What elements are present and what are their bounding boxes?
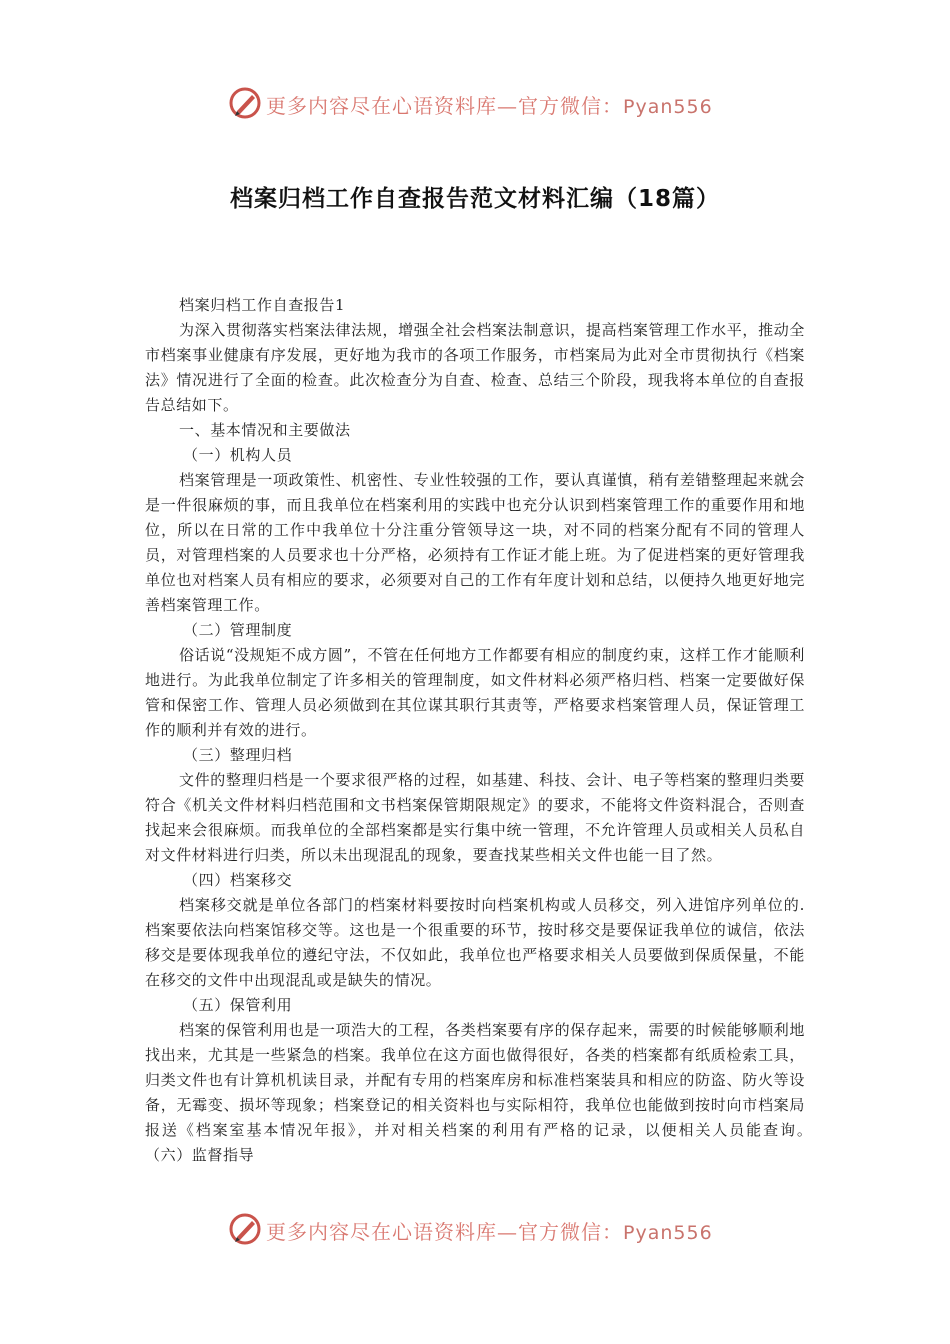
body-paragraph: 档案移交就是单位各部门的档案材料要按时向档案机构或人员移交，列入进馆序列单位的.档案要依法向档案馆移交等。这也是一个很重要的环节，按时移交是要保证我单位的诚信，依法移交是要体现我单位的遵纪守法，不仅如此，我单位也严格要求相关人员要做到保质保量，不能在移交的文件中出现混乱或是缺失的情况。 [145, 896, 805, 989]
body-paragraph: 档案的保管利用也是一项浩大的工程，各类档案要有序的保存起来，需要的时候能够顺利地找出来，尤其是一些紧急的档案。我单位在这方面也做得很好，各类的档案都有纸质检索工具，归类文件也有计算机机读目录，并配有专用的档案库房和标准档案装具和相应的防盗、防火等设备，无霉变、损坏等现象；档案登记的相关资料也与实际相符，我单位也能做到按时向市档案局报送《档案室基本情况年报》，并对相关档案的利用有严格的记录，以便相关人员能查询。 （六）监督指导 [145, 1021, 837, 1164]
section-heading: （一）机构人员 [183, 446, 293, 464]
pen-logo-icon [228, 1212, 262, 1246]
section-heading: （三）整理归档 [183, 746, 293, 764]
body-paragraph: 档案管理是一项政策性、机密性、专业性较强的工作，要认真谨慎，稍有差错整理起来就会是一件很麻烦的事，而且我单位在档案利用的实践中也充分认识到档案管理工作的重要作用和地位，所以在日常的工作中我单位十分注重分管领导这一块，对不同的档案分配有不同的管理人员，对管理档案的人员要求也十分严格，必须持有工作证才能上班。为了促进档案的更好管理我单位也对档案人员有相应的要求，必须要对自己的工作有年度计划和总结，以便持久地更好地完善档案管理工作。 [145, 471, 805, 614]
body-paragraph: 俗话说“没规矩不成方圆”，不管在任何地方工作都要有相应的制度约束，这样工作才能顺利地进行。为此我单位制定了许多相关的管理制度，如文件材料必须严格归档、档案一定要做好保管和保密工作、管理人员必须做到在其位谋其职行其责等，严格要求档案管理人员，保证管理工作的顺利并有效的进行。 [145, 646, 805, 739]
section-heading: （五）保管利用 [183, 996, 293, 1014]
body-paragraph: 为深入贯彻落实档案法律法规，增强全社会档案法制意识，提高档案管理工作水平，推动全市档案事业健康有序发展，更好地为我市的各项工作服务，市档案局为此对全市贯彻执行《档案法》情况进行了全面的检查。此次检查分为自查、检查、总结三个阶段，现我将本单位的自查报告总结如下。 [145, 321, 805, 414]
document-title: 档案归档工作自查报告范文材料汇编（18篇） [229, 186, 720, 212]
wechat-id: Pyan556 [623, 96, 713, 118]
watermark-text: 更多内容尽在心语资料库—官方微信：Pyan556 [266, 1220, 713, 1244]
section-heading: 档案归档工作自查报告1 [179, 296, 346, 314]
wechat-id: Pyan556 [623, 1222, 713, 1244]
pen-logo-icon [228, 86, 262, 120]
watermark-text: 更多内容尽在心语资料库—官方微信：Pyan556 [266, 94, 713, 118]
watermark-banner-bottom [0, 1210, 950, 1250]
body-paragraph: 文件的整理归档是一个要求很严格的过程，如基建、科技、会计、电子等档案的整理归类要符合《机关文件材料归档范围和文书档案保管期限规定》的要求，不能将文件资料混合，否则查找起来会很麻烦。而我单位的全部档案都是实行集中统一管理，不允许管理人员或相关人员私自对文件材料进行归类，所以未出现混乱的现象，要查找某些相关文件也能一目了然。 [145, 771, 805, 864]
section-heading: （二）管理制度 [183, 621, 293, 639]
section-heading: 一、基本情况和主要做法 [179, 421, 351, 439]
watermark-banner-top [0, 84, 950, 124]
section-heading: （四）档案移交 [183, 871, 293, 889]
document-body [145, 293, 837, 1168]
